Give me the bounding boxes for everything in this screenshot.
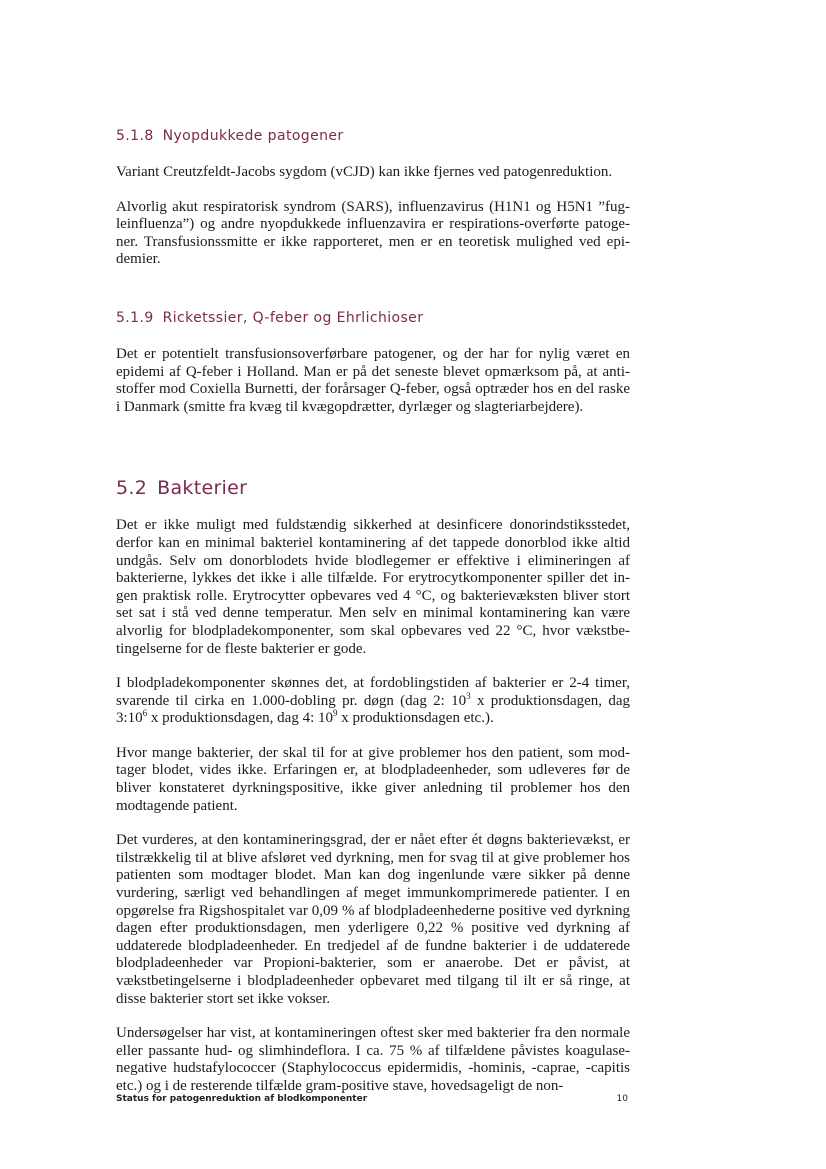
heading-title: Bakterier xyxy=(157,477,248,500)
text-run: x produktionsdagen etc.). xyxy=(337,710,494,727)
heading-5-1-9 xyxy=(116,308,630,328)
paragraph: Det er potentielt transfusionsoverførbare patogener, og der har for nylig været en epidemi af Q-feber i Holland. Man er på det seneste blevet opmærksom på, at antistoffer mod Coxiella Burnetti, der forårsager Q-feber, også optræder hos en del raske i Danmark (smitte fra kvæg til kvægopdrætter, dyrlæger og slagteriarbejdere). xyxy=(116,345,630,415)
heading-number: 5.1.9 xyxy=(116,309,154,326)
text-run: x produktionsdagen, dag 3:10 xyxy=(116,692,631,727)
superscript: 9 xyxy=(332,708,338,719)
paragraph: Det er ikke muligt med fuldstændig sikkerhed at desinficere donorindstiksstedet, derfor kan en minimal bakteriel kontaminering af det tappede donorblod ikke altid undgås. Selv om donorblodets hvide blodlegemer er effektive i elimineringen af bakterierne, lykkes det ikke i alle tilfælde. For erytrocytkomponenter spiller det ingen praktisk rolle. Erytrocytter opbevares ved 4 °C, og bakterievæksten bliver stort set sat i stå ved denne temperatur. Men selv en minimal kontaminering kan være alvorlig for blodpladekomponenter, som skal opbevares ved 22 °C, hvor vækstbetingelserne for de fleste bakterier er gode. xyxy=(116,517,630,657)
heading-5-2 xyxy=(116,475,630,501)
text-run: x produktionsdagen, dag 4: 10 xyxy=(147,710,333,727)
page-footer xyxy=(116,1094,630,1104)
paragraph: Alvorlig akut respiratorisk syndrom (SARS), influenzavirus (H1N1 og H5N1 ”fugleinfluenza”) og andre nyopdukkede influenzavira er respirations-overførte patogener. Transfusionssmitte er ikke rapporteret, men er en teoretisk mulighed ved epidemier. xyxy=(116,198,630,268)
text-run: I blodpladekomponenter skønnes det, at fordoblingstiden af bakterier er 2-4 timer, svarende til cirka en 1.000-dobling pr. døgn (dag 2: 10 xyxy=(116,675,630,709)
heading-5-1-8 xyxy=(116,126,630,146)
superscript: 6 xyxy=(142,708,148,719)
heading-title: Ricketssier, Q-feber og Ehrlichioser xyxy=(162,309,424,326)
superscript: 3 xyxy=(466,690,471,701)
page-content xyxy=(116,126,630,1113)
heading-title: Nyopdukkede patogener xyxy=(162,128,344,144)
heading-number: 5.2 xyxy=(116,477,148,500)
page-number: 10 xyxy=(616,1094,628,1104)
paragraph-with-superscripts xyxy=(116,675,630,728)
paragraph: Hvor mange bakterier, der skal til for at give problemer hos den patient, som modtager blodet, vides ikke. Erfaringen er, at blodpladeenheder, som udleveres før de bliver konstateret dyrkningspositive, ikke giver anledning til problemer hos den modtagende patient. xyxy=(116,744,630,814)
paragraph: Variant Creutzfeldt-Jacobs sygdom (vCJD) kan ikke fjernes ved patogenreduktion. xyxy=(116,164,613,180)
heading-number: 5.1.8 xyxy=(116,128,154,144)
paragraph: Undersøgelser har vist, at kontamineringen oftest sker med bakterier fra den normale eller passante hud- og slimhindeflora. I ca. 75 % af tilfældene påvistes koagulase-negative hudstafylococcer (Staphylococcus epidermidis, -hominis, -caprae, -capitis etc.) og i de resterende tilfælde gram-positive stave, hovedsageligt de non- xyxy=(116,1025,630,1094)
footer-title: Status for patogenreduktion af blodkomponenter xyxy=(116,1094,368,1104)
paragraph: Det vurderes, at den kontamineringsgrad, der er nået efter ét døgns bakterievækst, er tilstrækkelig til at blive afsløret ved dyrkning, men for svag til at give problemer hos patienten som modtager blodet. Man kan dog ingenlunde være sikker på denne vurdering, særligt ved behandlingen af meget immunkomprimerede patienter. I en opgørelse fra Rigshospitalet var 0,09 % af blodpladeenhederne positive ved dyrkning dagen efter produktionsdagen, men yderligere 0,22 % positive ved dyrkning af uddaterede blodpladeenheder. En tredjedel af de fundne bakterier i de uddaterede blodpladeenheder var Propioni-bakterier, som er anaerobe. Det er påvist, at vækstbetingelserne i blodpladeenheder opbevaret med tilgang til ilt er så ringe, at disse bakterier stort set ikke vokser. xyxy=(116,832,630,1007)
